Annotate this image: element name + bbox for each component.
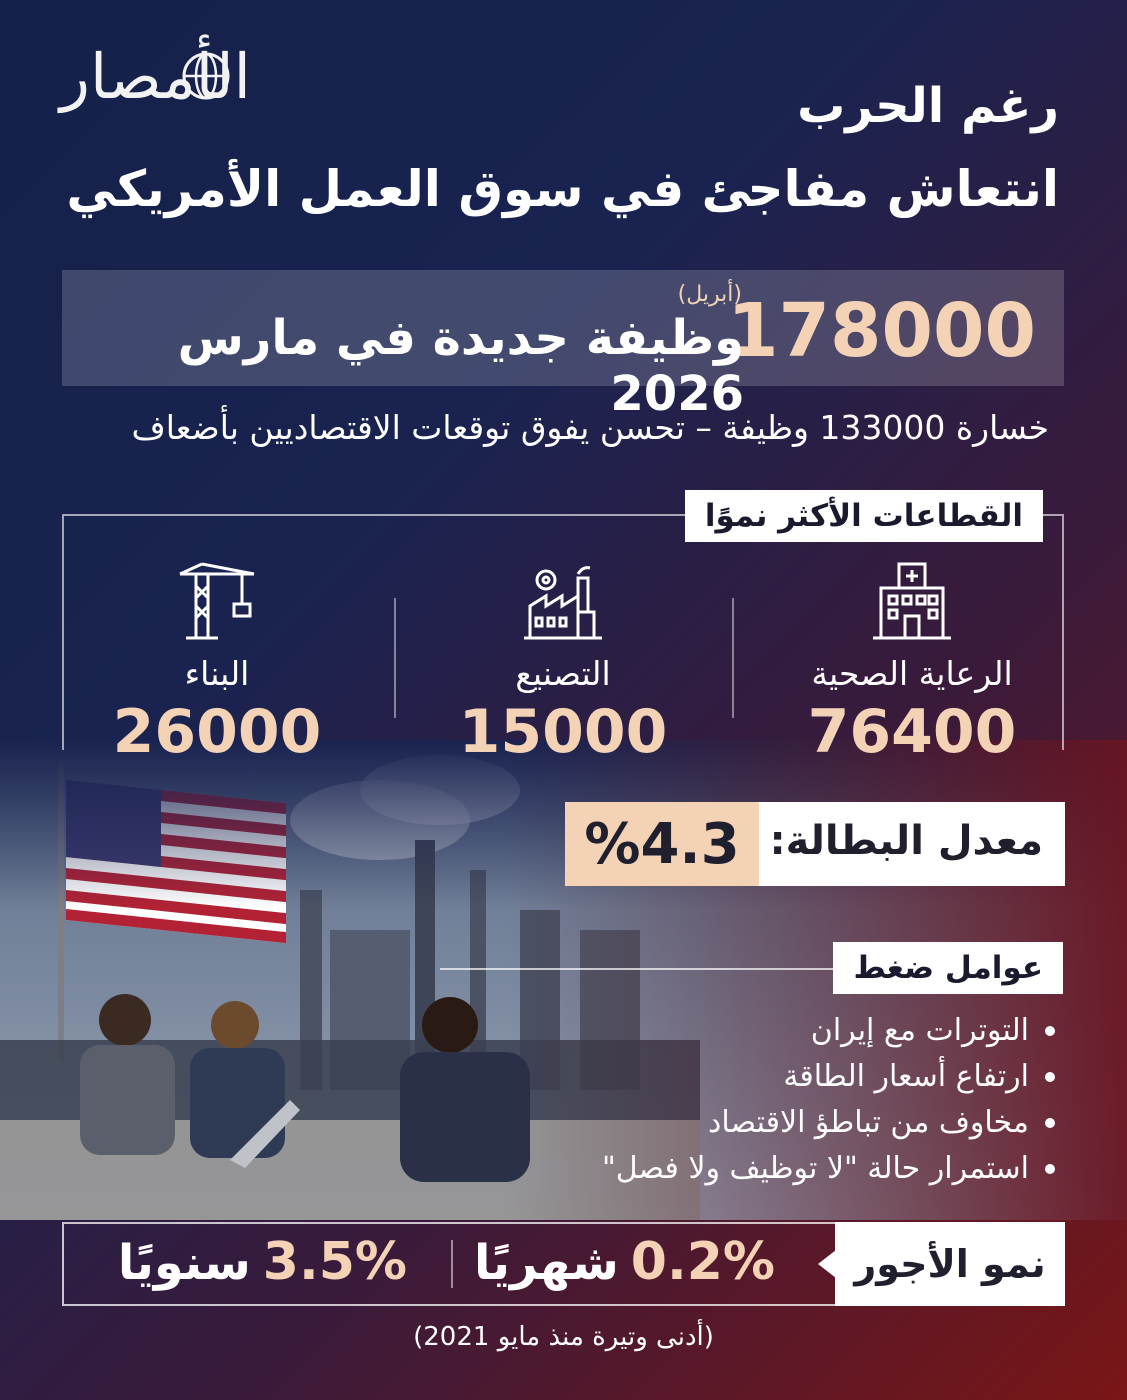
pressure-divider	[440, 968, 840, 970]
factory-icon	[520, 560, 606, 646]
logo-text: الأمصار	[60, 40, 251, 113]
list-item	[602, 1054, 1055, 1100]
pressure-item-text: استمرار حالة "لا توظيف ولا فصل"	[601, 1151, 1029, 1186]
pressure-item-text: التوترات مع إيران	[810, 1013, 1029, 1048]
globe-icon	[180, 50, 232, 102]
pressure-title: عوامل ضغط	[833, 942, 1063, 994]
footnote: (أدنى وتيرة منذ مايو 2021)	[413, 1322, 714, 1352]
pressure-list	[602, 1008, 1055, 1192]
sector-value: 26000	[112, 697, 322, 767]
list-item	[602, 1100, 1055, 1146]
sector-name: الرعاية الصحية	[811, 654, 1013, 693]
pressure-item-text: مخاوف من تباطؤ الاقتصاد	[708, 1105, 1029, 1140]
page-title-line1: رغم الحرب	[797, 78, 1059, 134]
headline-box	[62, 270, 1064, 422]
sector-divider	[394, 598, 396, 718]
list-item	[602, 1146, 1055, 1192]
unemployment-label: معدل البطالة:	[769, 818, 1043, 864]
sector-healthcare	[762, 560, 1062, 767]
sector-value: 15000	[458, 697, 668, 767]
wages-label: نمو الأجور	[835, 1222, 1065, 1306]
sector-manufacturing	[413, 560, 713, 767]
bullet-icon	[1045, 1118, 1055, 1128]
brand-logo	[60, 40, 280, 130]
pressure-item-text: ارتفاع أسعار الطاقة	[783, 1059, 1029, 1094]
headline-superscript: (أبريل)	[677, 282, 742, 307]
unemployment-value: %4.3	[584, 811, 740, 877]
bullet-icon	[1045, 1072, 1055, 1082]
headline-number: 178000	[727, 288, 1036, 374]
sector-divider	[732, 598, 734, 718]
bullet-icon	[1045, 1026, 1055, 1036]
wages-divider	[451, 1240, 453, 1288]
bullet-icon	[1045, 1164, 1055, 1174]
unemployment-value-box	[565, 802, 759, 886]
sector-construction	[67, 560, 367, 767]
sector-name: التصنيع	[515, 654, 611, 693]
sectors-title: القطاعات الأكثر نموًا	[685, 490, 1043, 542]
wage-yearly-value: 3.5%	[262, 1232, 407, 1292]
wages-arrow-icon	[818, 1250, 836, 1278]
hospital-icon	[869, 560, 955, 646]
wage-monthly	[474, 1232, 775, 1292]
wage-yearly-label: سنويًا	[117, 1235, 251, 1291]
subline: خسارة 133000 وظيفة – تحسن يفوق توقعات الاقتصاديين بأضعاف	[131, 408, 1049, 447]
wage-yearly	[118, 1232, 407, 1292]
crane-icon	[174, 560, 260, 646]
wage-monthly-value: 0.2%	[630, 1232, 775, 1292]
page-title-line2: انتعاش مفاجئ في سوق العمل الأمريكي	[66, 160, 1059, 218]
sector-value: 76400	[807, 697, 1017, 767]
sector-name: البناء	[184, 654, 250, 693]
wage-monthly-label: شهريًا	[473, 1235, 619, 1291]
list-item	[602, 1008, 1055, 1054]
headline-text: وظيفة جديدة في مارس 2026	[177, 310, 744, 422]
